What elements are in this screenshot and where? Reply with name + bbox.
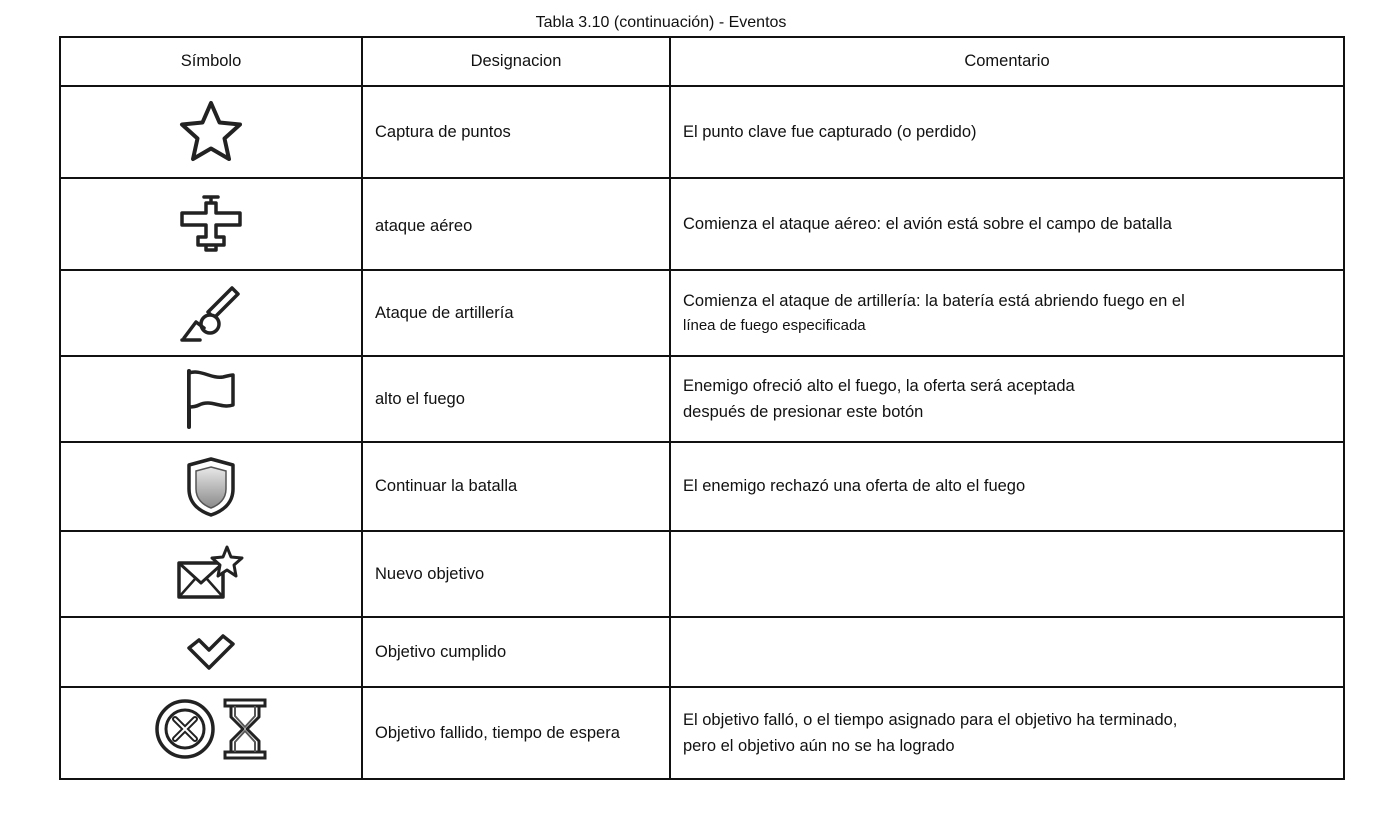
comment-cell (670, 617, 1344, 687)
star-icon (176, 98, 246, 166)
symbol-cell (60, 531, 362, 617)
designation-cell: Captura de puntos (362, 86, 670, 178)
icon-group (153, 697, 269, 761)
header-designation: Designacion (362, 37, 670, 86)
envelope-star-icon (175, 545, 247, 603)
table-caption: Tabla 3.10 (continuación) - Eventos (535, 14, 787, 31)
airplane-icon (176, 193, 246, 255)
symbol-cell (60, 356, 362, 442)
designation-cell: Continuar la batalla (362, 442, 670, 531)
header-comment: Comentario (670, 37, 1344, 86)
flag-icon (181, 367, 241, 431)
symbol-cell (60, 687, 362, 779)
table-row (60, 617, 1344, 687)
designation-cell: Objetivo cumplido (362, 617, 670, 687)
comment-cell: El enemigo rechazó una oferta de alto el fuego (670, 442, 1344, 531)
comment-cell: El punto clave fue capturado (o perdido) (670, 86, 1344, 178)
table-row (60, 531, 1344, 617)
symbol-cell (60, 270, 362, 356)
events-table (59, 36, 1345, 780)
table-row (60, 86, 1344, 178)
table-header-row (60, 37, 1344, 86)
comment-cell: Comienza el ataque de artillería: la batería está abriendo fuego en el línea de fuego especificada (670, 270, 1344, 356)
failed-x-circle-icon (153, 697, 217, 761)
comment-cell: El objetivo falló, o el tiempo asignado para el objetivo ha terminado, pero el objetivo aún no se ha logrado (670, 687, 1344, 779)
symbol-cell (60, 617, 362, 687)
header-symbol: Símbolo (60, 37, 362, 86)
table-row (60, 687, 1344, 779)
designation-cell: ataque aéreo (362, 178, 670, 270)
designation-cell: Ataque de artillería (362, 270, 670, 356)
symbol-cell (60, 442, 362, 531)
checkmark-icon (185, 632, 237, 672)
comment-cell (670, 531, 1344, 617)
artillery-cannon-icon (178, 282, 244, 344)
designation-cell: Objetivo fallido, tiempo de espera (362, 687, 670, 779)
comment-cell: Enemigo ofreció alto el fuego, la oferta será aceptada después de presionar este botón (670, 356, 1344, 442)
table-row (60, 442, 1344, 531)
symbol-cell (60, 178, 362, 270)
symbol-cell (60, 86, 362, 178)
hourglass-icon (221, 697, 269, 761)
comment-cell: Comienza el ataque aéreo: el avión está sobre el campo de batalla (670, 178, 1344, 270)
table-row (60, 270, 1344, 356)
designation-cell: Nuevo objetivo (362, 531, 670, 617)
shield-icon (183, 455, 239, 519)
table-row (60, 178, 1344, 270)
designation-cell: alto el fuego (362, 356, 670, 442)
table-row (60, 356, 1344, 442)
